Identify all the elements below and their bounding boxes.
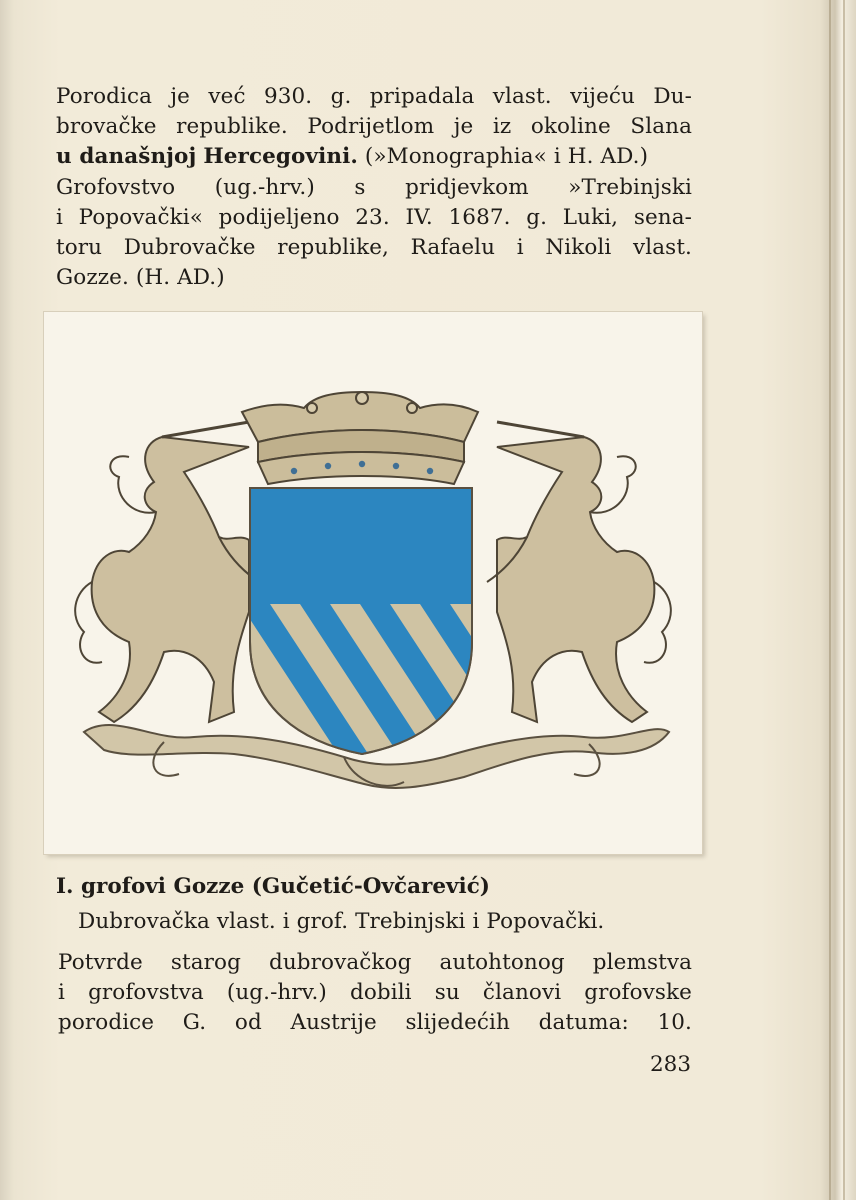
paragraph-title xyxy=(56,173,692,293)
text-line: Gozze. (H. AD.) xyxy=(56,265,225,290)
text-line: Dubrovačka vlast. i grof. Trebinjski i Popovački. xyxy=(78,909,605,934)
text-segment: (»Monographia« i H. AD.) xyxy=(364,144,649,169)
page-edge xyxy=(843,0,845,1200)
text-line: Grofovstvo (ug.-hrv.) s pridjevkom »Trebinjski xyxy=(56,175,692,200)
section-subtitle xyxy=(78,907,692,937)
text-line: i Popovački« podijeljeno 23. IV. 1687. g. Luki, sena- xyxy=(56,205,692,230)
text-line: i grofovstva (ug.-hrv.) dobili su članovi grofovske xyxy=(58,980,692,1005)
bold-term: Hercegovini. xyxy=(203,144,358,169)
page-edge xyxy=(829,0,831,1200)
crown-icon xyxy=(242,392,478,484)
section-body xyxy=(58,948,692,1038)
section-heading: I. grofovi Gozze (Gučetić-Ovčarević) xyxy=(56,874,490,899)
text-line: brovačke republike. Podrijetlom je iz okoline Slana xyxy=(56,114,692,139)
coat-of-arms-illustration xyxy=(44,312,702,854)
unicorn-right-icon xyxy=(487,422,671,722)
text-segment: porodice G. od Austrije slijedećih datuma: 10. xyxy=(58,1010,692,1035)
text-line xyxy=(58,1008,692,1038)
text-line xyxy=(56,142,692,172)
text-line: toru Dubrovačke republike, Rafaelu i Nikoli vlast. xyxy=(56,235,692,260)
text-segment: u današnjoj xyxy=(56,144,197,169)
coat-of-arms-plate xyxy=(44,312,702,854)
page-number: 283 xyxy=(650,1052,692,1077)
text-line: Potvrde starog dubrovačkog autohtonog plemstva xyxy=(58,950,692,975)
unicorn-left-icon xyxy=(75,422,259,722)
paragraph-origin xyxy=(56,82,692,172)
text-line: Porodica je već 930. g. pripadala vlast. vijeću Du- xyxy=(56,84,692,109)
